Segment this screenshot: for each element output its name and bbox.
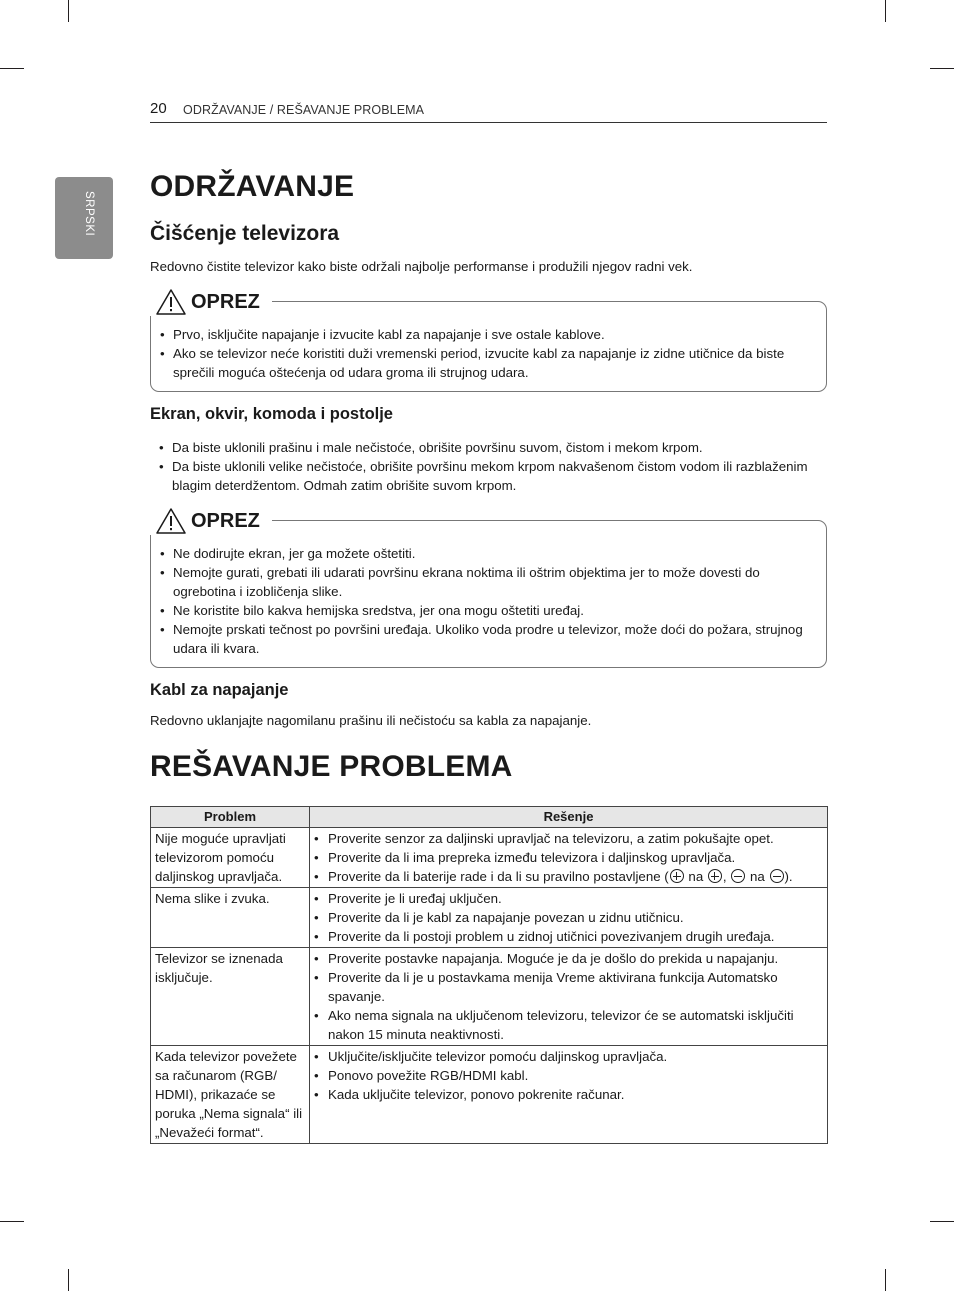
battery-separator: , — [722, 869, 731, 884]
list-item: • Proverite da li je kabl za napajanje povezan u zidnu utičnicu. — [314, 908, 823, 927]
crop-mark — [0, 68, 24, 69]
table-row — [151, 828, 828, 888]
plus-circle-icon — [670, 869, 684, 883]
list-item: • Prvo, isključite napajanje i izvucite kabl za napajanje i sve ostale kablove. — [160, 325, 812, 344]
warning-icon — [155, 507, 187, 535]
crop-mark — [930, 1221, 954, 1222]
cleaning-intro: Redovno čistite televizor kako biste održali najbolje performanse i produžili njegov radni vek. — [150, 259, 693, 274]
caution-heading — [149, 288, 272, 316]
list-item: • Nemojte prskati tečnost po površini uređaja. Ukoliko voda prodre u televizor, može doći do požara, strujnog udara ili kvara. — [160, 620, 812, 658]
caution-box — [150, 290, 827, 392]
list-item: • Proverite da li ima prepreka između televizora i daljinskog upravljača. — [314, 848, 823, 867]
table-header-row — [151, 807, 828, 828]
table-row — [151, 888, 828, 948]
plus-circle-icon — [708, 869, 722, 883]
list-item: • Proverite da li postoji problem u zidnoj utičnici povezivanjem drugih uređaja. — [314, 927, 823, 946]
problem-cell: Televizor se iznenada isključuje. — [151, 948, 310, 1046]
battery-na-text: na — [684, 869, 707, 884]
caution-list — [160, 544, 812, 658]
solution-cell — [310, 948, 828, 1046]
table-row — [151, 948, 828, 1046]
problem-cell: Kada televizor povežete sa računarom (RGB/ HDMI), prikazaće se poruka „Nema signala“ ili „Nevažeći format“. — [151, 1046, 310, 1144]
list-item: • Proverite je li uređaj uključen. — [314, 889, 823, 908]
screen-care-list — [159, 438, 819, 495]
caution-label: OPREZ — [191, 290, 260, 313]
list-item: • Proverite da li je u postavkama menija Vreme aktivirana funkcija Automatsko spavanje. — [314, 968, 823, 1006]
list-item: • Ako se televizor neće koristiti duži vremenski period, izvucite kabl za napajanje iz zidne utičnice da biste sprečili moguća oštećenja od udara groma ili strujnog udara. — [160, 344, 812, 382]
troubleshooting-table — [150, 806, 828, 1144]
running-title: ODRŽAVANJE / REŠAVANJE PROBLEMA — [183, 103, 425, 117]
list-item: • Proverite postavke napajanja. Moguće je da je došlo do prekida u napajanju. — [314, 949, 823, 968]
list-item: • Proverite senzor za daljinski upravljač na televizoru, a zatim pokušajte opet. — [314, 829, 823, 848]
solution-cell — [310, 828, 828, 888]
crop-mark — [0, 1221, 24, 1222]
list-item: • Da biste uklonili prašinu i male nečistoće, obrišite površinu suvom, čistom i mekom krpom. — [159, 438, 819, 457]
battery-na-text: na — [746, 869, 769, 884]
crop-mark — [68, 1269, 69, 1291]
column-header-solution: Rešenje — [310, 807, 828, 828]
crop-mark — [885, 1269, 886, 1291]
solution-cell — [310, 1046, 828, 1144]
list-item: • Ako nema signala na uključenom televizoru, televizor će se automatski isključiti nakon 15 minuta neaktivnosti. — [314, 1006, 823, 1044]
page-header — [150, 100, 827, 123]
list-item: • Ne dodirujte ekran, jer ga možete oštetiti. — [160, 544, 812, 563]
list-item: • Ne koristite bilo kakva hemijska sredstva, jer ona mogu oštetiti uređaj. — [160, 601, 812, 620]
caution-list — [160, 325, 812, 382]
warning-icon — [155, 288, 187, 316]
list-item: • Nemojte gurati, grebati ili udarati površinu ekrana noktima ili oštrim objektima jer to može dovesti do ogrebotina i izobličenja slike. — [160, 563, 812, 601]
power-cable-title: Kabl za napajanje — [150, 681, 289, 699]
list-item: • Da biste uklonili velike nečistoće, obrišite površinu mekom krpom nakvašenom čistom vodom ili razblaženim blagim deterdžentom. Odmah zatim obrišite suvom krpom. — [159, 457, 819, 495]
crop-mark — [930, 68, 954, 69]
language-tab-label: SRPSKI — [83, 191, 95, 237]
language-tab — [55, 177, 113, 259]
battery-text: Proverite da li baterije rade i da li su pravilno postavljene ( — [328, 869, 669, 884]
crop-mark — [885, 0, 886, 22]
caution-label: OPREZ — [191, 509, 260, 532]
column-header-problem: Problem — [151, 807, 310, 828]
minus-circle-icon — [770, 869, 784, 883]
maintenance-title: ODRŽAVANJE — [150, 170, 355, 203]
screen-care-title: Ekran, okvir, komoda i postolje — [150, 405, 393, 423]
list-item: • Kada uključite televizor, ponovo pokrenite računar. — [314, 1085, 823, 1104]
problem-cell: Nema slike i zvuka. — [151, 888, 310, 948]
troubleshooting-title: REŠAVANJE PROBLEMA — [150, 750, 513, 783]
list-item — [314, 867, 823, 886]
battery-end: ). — [784, 869, 793, 884]
list-item: • Ponovo povežite RGB/HDMI kabl. — [314, 1066, 823, 1085]
problem-cell: Nije moguće upravljati televizorom pomoću daljinskog upravljača. — [151, 828, 310, 888]
crop-mark — [68, 0, 69, 22]
minus-circle-icon — [731, 869, 745, 883]
solution-cell — [310, 888, 828, 948]
power-cable-text: Redovno uklanjajte nagomilanu prašinu ili nečistoću sa kabla za napajanje. — [150, 713, 592, 728]
caution-heading — [149, 507, 272, 535]
cleaning-title: Čišćenje televizora — [150, 222, 340, 245]
list-item: • Uključite/isključite televizor pomoću daljinskog upravljača. — [314, 1047, 823, 1066]
caution-box — [150, 509, 827, 668]
table-row — [151, 1046, 828, 1144]
page-number: 20 — [150, 100, 167, 117]
